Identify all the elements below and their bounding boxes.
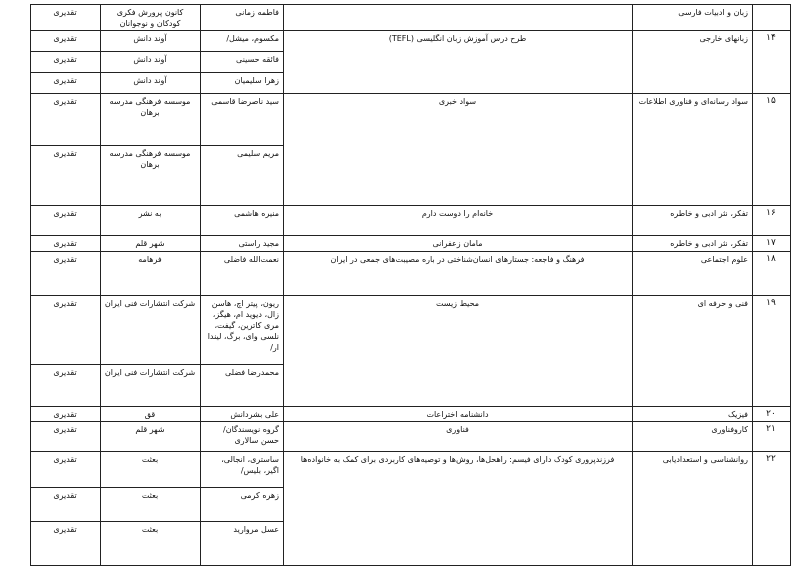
row-number: ۱۹ [766,298,776,308]
topic-cell [287,7,628,28]
field-cell: زبانهای خارجی [699,34,748,43]
author-cell: زهره کرمی [240,491,279,500]
author-cell: مجید راستی [238,239,279,248]
row-number: ۲۰ [766,409,776,419]
author-cell: ساستری، انجالی، اگیر، بلیس/ [221,455,279,475]
publisher-cell: موسسه فرهنگی مدرسه برهان [109,97,191,117]
author-cell: زهرا سلیمیان [234,76,279,85]
status-cell: تقدیری [53,255,77,264]
sub-row-border [30,364,284,365]
publisher-cell: بعثت [141,525,159,534]
publisher-cell: آوند دانش [133,76,167,85]
publisher-cell: موسسه فرهنگی مدرسه برهان [109,149,191,169]
status-cell: تقدیری [53,239,77,248]
status-cell: تقدیری [53,97,77,106]
column-border [100,4,101,565]
author-cell: علی بشردانش [230,410,279,419]
publisher-cell: شهر قلم [135,239,165,248]
sub-row-border [30,487,284,488]
author-cell: فاطمه زمانی [235,8,279,17]
row-number: ۱۴ [766,33,776,43]
status-cell: تقدیری [53,8,77,17]
publisher-cell: قق [144,410,156,419]
topic-cell: خانه‌ام را دوست دارم [421,209,494,218]
status-cell: تقدیری [53,491,77,500]
author-cell: عسل مروارید [233,525,279,534]
publisher-cell: بعثت [141,491,159,500]
field-cell: تفکر، نثر ادبی و خاطره [670,239,748,248]
topic-cell: مامان زعفرانی [432,239,483,248]
author-cell: فائقه حسینی [236,55,279,64]
topic-cell: فرزندپروری کودک دارای فیسم: راهحل‌ها، روش‌ها و توصیه‌های کاربردی برای کمک به خانواده‌ها [300,455,615,464]
topic-cell: دانشنامه اختراعات [426,410,489,419]
field-cell: زبان و ادبیات فارسی [678,8,748,17]
row-border [30,4,791,5]
field-cell: روانشناسی و استعدادیابی [662,455,748,464]
publisher-cell: به نشر [138,209,162,218]
row-border [30,295,791,296]
column-border [283,4,284,565]
publisher-cell: کانون پرورش فکری کودکان و نوجوانان [116,8,184,28]
row-number: ۱۷ [766,238,776,248]
status-cell: تقدیری [53,34,77,43]
status-cell: تقدیری [53,76,77,85]
topic-cell: سواد خبری [438,97,477,106]
topic-cell: محیط زیست [435,299,480,308]
sub-row-border [30,145,284,146]
row-number: ۲۱ [766,424,776,434]
status-cell: تقدیری [53,525,77,534]
field-cell: کاروفناوری [711,425,748,434]
row-border [30,406,791,407]
sub-row-border [30,521,284,522]
author-cell: ریون، پیتر اچ، هاسن زال، دیوید ام، هیگز، مری کاترین، گیفت، نلسی وای، برگ، لیندا ار/ [207,299,279,352]
author-cell: گروه نویسندگان/ حسن سالاری [223,425,279,445]
field-cell: فیزیک [727,410,748,419]
field-cell: علوم اجتماعی [700,255,748,264]
publisher-cell: شرکت انتشارات فنی ایران [104,368,196,377]
row-border [30,93,791,94]
status-cell: تقدیری [53,149,77,158]
status-cell: تقدیری [53,455,77,464]
publisher-cell: شهر قلم [135,425,165,434]
status-cell: تقدیری [53,425,77,434]
row-border [30,421,791,422]
author-cell: مکسوم، میشل/ [226,34,279,43]
column-border [30,4,31,565]
status-cell: تقدیری [53,55,77,64]
status-cell: تقدیری [53,410,77,419]
row-border [30,205,791,206]
row-number [754,7,788,28]
status-cell: تقدیری [53,368,77,377]
row-border [30,451,791,452]
column-border [200,4,201,565]
sub-row-border [30,72,284,73]
publisher-cell: شرکت انتشارات فنی ایران [104,299,196,308]
field-cell: فنی و حرفه ای [697,299,748,308]
topic-cell: فناوری [446,425,469,434]
status-cell: تقدیری [53,209,77,218]
row-number: ۱۸ [766,254,776,264]
column-border [790,4,791,565]
publisher-cell: بعثت [141,455,159,464]
field-cell: سواد رسانه‌ای و فناوری اطلاعات [638,97,748,106]
publisher-cell: فرهامه [138,255,162,264]
row-border [30,251,791,252]
column-border [752,4,753,565]
field-cell: تفکر، نثر ادبی و خاطره [670,209,748,218]
column-border [632,4,633,565]
author-cell: مریم سلیمی [237,149,279,158]
author-cell: نعمت‌الله فاضلی [223,255,279,264]
row-border [30,30,791,31]
topic-cell: طرح درس آموزش زبان انگلیسی (TEFL) [388,34,527,43]
row-number: ۱۶ [766,208,776,218]
sub-row-border [30,51,284,52]
row-border [30,565,791,566]
publisher-cell: آوند دانش [133,34,167,43]
author-cell: سید ناصرضا قاسمی [211,97,279,106]
publisher-cell: آوند دانش [133,55,167,64]
topic-cell: فرهنگ و فاجعه: جستارهای انسان‌شناختی در باره مصیبت‌های جمعی در ایران [330,255,585,264]
author-cell: محمدرضا فضلی [225,368,279,377]
row-number: ۲۲ [766,454,776,464]
status-cell: تقدیری [53,299,77,308]
row-number: ۱۵ [766,96,776,106]
row-border [30,235,791,236]
author-cell: منیره هاشمی [234,209,279,218]
